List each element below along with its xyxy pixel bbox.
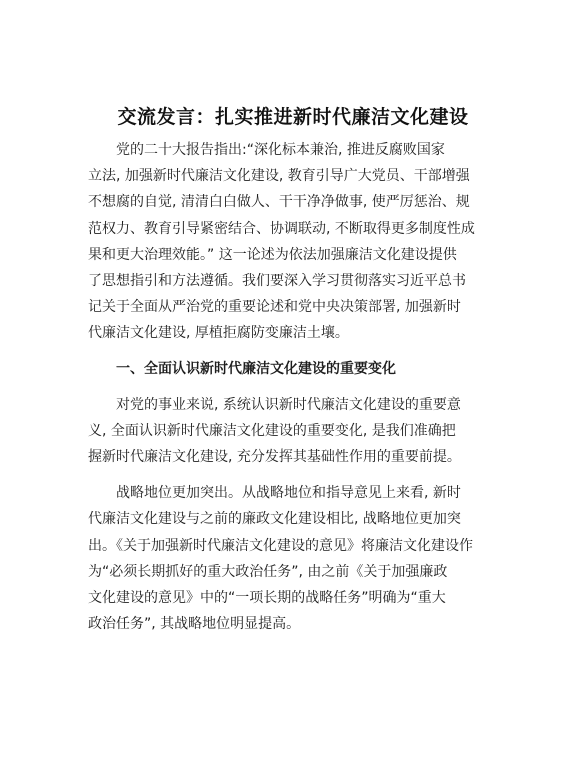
text-line: 果和更大治理效能。” 这一论述为依法加强廉洁文化建设提供 xyxy=(88,246,457,263)
paragraph-intro xyxy=(88,137,498,347)
heading-line: 一、全面认识新时代廉洁文化建设的重要变化 xyxy=(116,360,396,377)
section-heading xyxy=(88,356,498,382)
text-line: 不想腐的自觉, 清清白白做人、干干净净做事, 使严厉惩治、规 xyxy=(88,194,470,211)
text-line: 立法, 加强新时代廉洁文化建设, 教育引导广大党员、干部增强 xyxy=(88,168,470,185)
paragraph-gap xyxy=(88,470,498,480)
text-line: 握新时代廉洁文化建设, 充分发挥其基础性作用的重要前提。 xyxy=(88,449,461,466)
text-line: 对党的事业来说, 系统认识新时代廉洁文化建设的重要意 xyxy=(116,396,461,413)
text-line: 党的二十大报告指出:“深化标本兼治, 推进反腐败国家 xyxy=(116,142,445,158)
text-line: 战略地位更加突出。从战略地位和指导意见上来看, 新时 xyxy=(116,485,461,502)
paragraph-gap xyxy=(88,347,498,356)
text-line: 记关于全面从严治党的重要论述和党中央决策部署, 加强新时 xyxy=(88,299,461,316)
text-line: 了思想指引和方法遵循。我们要深入学习贯彻落实习近平总书 xyxy=(88,272,466,289)
text-line: 范权力、教育引导紧密结合、协调联动, 不断取得更多制度性成 xyxy=(88,220,475,237)
text-line: 文化建设的意见》中的“一项长期的战略任务”明确为“重大 xyxy=(88,590,446,606)
document-title: 交流发言：扎实推进新时代廉洁文化建设 xyxy=(117,106,469,128)
text-line: 代廉洁文化建设, 厚植拒腐防变廉洁土壤。 xyxy=(88,325,349,342)
text-line: 代廉洁文化建设与之前的廉政文化建设相比, 战略地位更加突 xyxy=(88,511,461,528)
document-body xyxy=(88,137,498,637)
paragraph-strategic-position xyxy=(88,480,498,637)
text-line: 出。《关于加强新时代廉洁文化建设的意见》将廉洁文化建设作 xyxy=(88,537,473,554)
text-line: 为“必须长期抓好的重大政治任务”, 由之前《关于加强廉政 xyxy=(88,563,448,580)
paragraph-significance xyxy=(88,392,498,471)
text-line: 义, 全面认识新时代廉洁文化建设的重要变化, 是我们准确把 xyxy=(88,422,456,439)
paragraph-gap xyxy=(88,382,498,392)
text-line: 政治任务”, 其战略地位明显提高。 xyxy=(88,616,301,633)
